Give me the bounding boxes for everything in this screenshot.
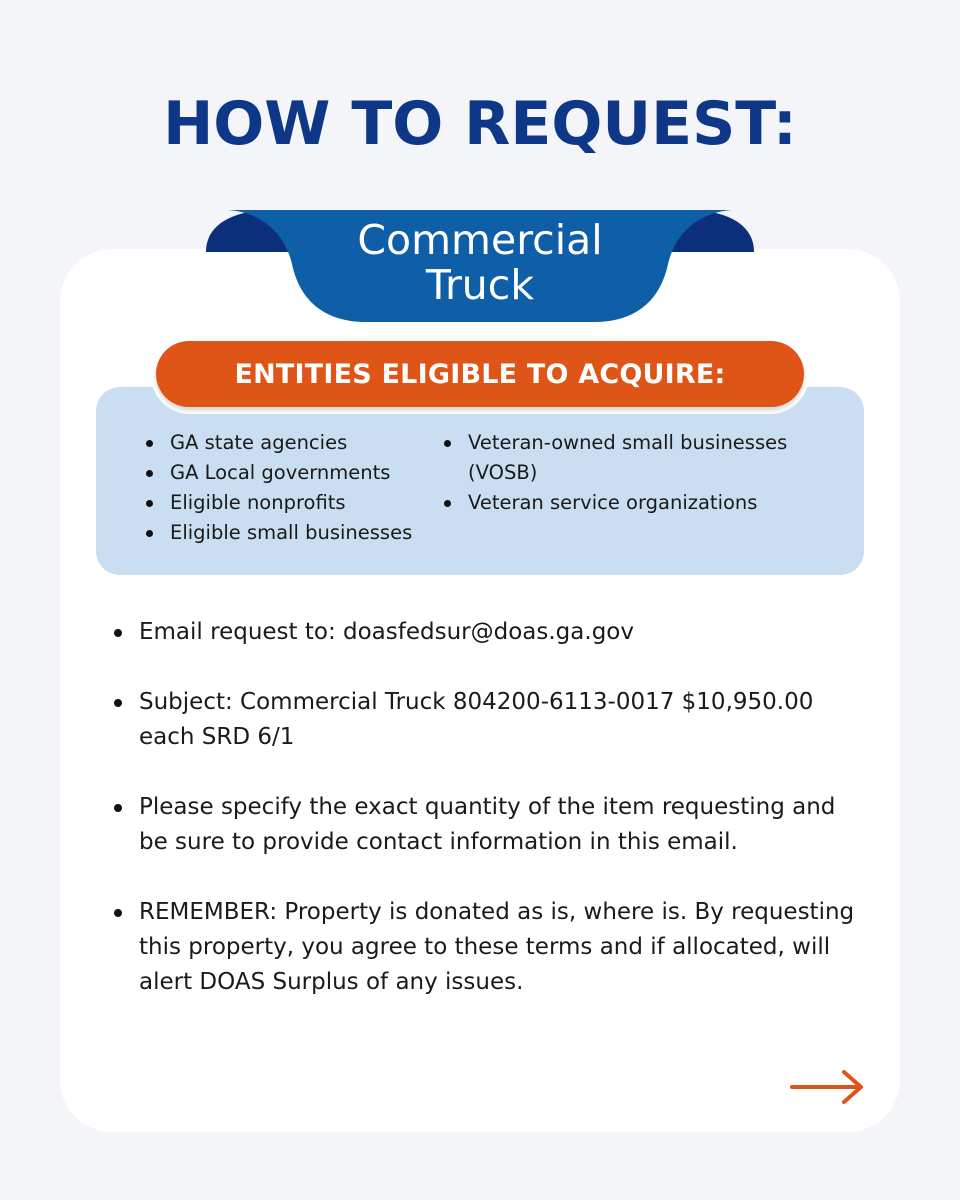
- ribbon-line-2: Truck: [425, 261, 535, 309]
- eligible-list-left: [146, 428, 446, 548]
- instruction-quantity: Please specify the exact quantity of the item requesting and be sure to provide contact information in this email.: [114, 790, 864, 860]
- ribbon-line-1: Commercial: [357, 216, 603, 264]
- list-item: Veteran service organizations: [444, 488, 844, 518]
- list-item: Veteran-owned small businesses (VOSB): [444, 428, 844, 488]
- list-item: GA Local governments: [146, 458, 446, 488]
- list-item: GA state agencies: [146, 428, 446, 458]
- list-item: Eligible small businesses: [146, 518, 446, 548]
- arrow-right-icon[interactable]: [790, 1068, 866, 1106]
- item-ribbon: [206, 210, 754, 324]
- request-instructions: [114, 615, 864, 1035]
- ribbon-label: [206, 218, 754, 308]
- list-item: Eligible nonprofits: [146, 488, 446, 518]
- eligible-heading-pill: [151, 336, 809, 414]
- instruction-email: Email request to: doasfedsur@doas.ga.gov: [114, 615, 864, 650]
- eligible-heading-pill-fill: [156, 341, 804, 407]
- page-title: HOW TO REQUEST:: [163, 89, 797, 159]
- instruction-subject: Subject: Commercial Truck 804200-6113-0017 $10,950.00 each SRD 6/1: [114, 685, 864, 755]
- eligible-list-right: [444, 428, 844, 518]
- eligible-heading: ENTITIES ELIGIBLE TO ACQUIRE:: [234, 358, 726, 390]
- instruction-remember: REMEMBER: Property is donated as is, where is. By requesting this property, you agree to these terms and if allocated, will alert DOAS Surplus of any issues.: [114, 895, 864, 1000]
